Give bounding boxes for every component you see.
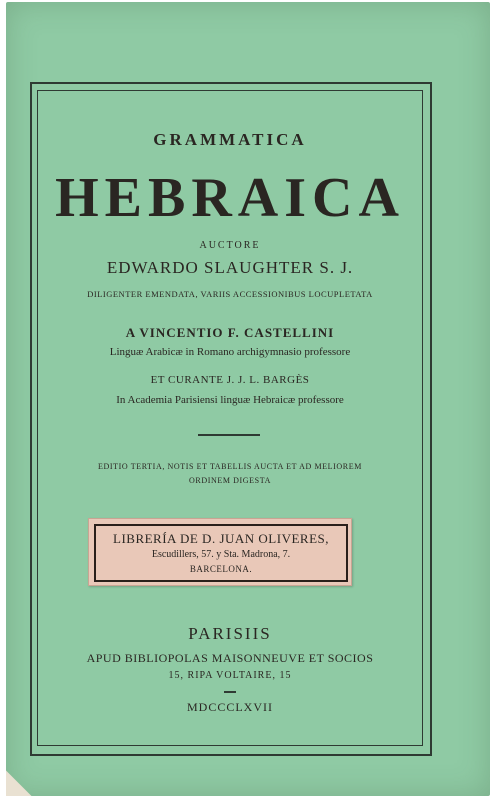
editor-castellini-role: Linguæ Arabicæ in Romano archigymnasio professore [109,346,351,358]
bookseller-name: LIBRERÍA DE D. JUAN OLIVERES, [113,531,329,546]
imprint-address: 15, RIPA VOLTAIRE, 15 [168,670,292,681]
author-name: EDWARDO SLAUGHTER S. J. [106,258,354,277]
bookseller-label-border [94,524,348,582]
imprint-city: PARISIIS [188,624,272,643]
torn-corner [6,766,32,796]
imprint-publisher: APUD BIBLIOPOLAS MAISONNEUVE ET SOCIOS [86,651,374,665]
short-dash-rule [224,691,236,693]
editor-castellini: A VINCENTIO F. CASTELLINI [125,325,335,340]
bookseller-label [88,518,352,586]
edition-line-2: ORDINEM DIGESTA [189,476,271,485]
edited-note: DILIGENTER EMENDATA, VARIIS ACCESSIONIBUS LOCUPLETATA [87,289,373,299]
imprint-year: MDCCCLXVII [186,700,273,714]
editor-barges: ET CURANTE J. J. L. BARGÈS [150,374,310,386]
auctore-label: AUCTORE [199,240,261,251]
title-kicker: GRAMMATICA [153,130,307,149]
edition-line-1: EDITIO TERTIA, NOTIS ET TABELLIS AUCTA ET AD MELIOREM [98,462,362,471]
editor-barges-role: In Academia Parisiensi linguæ Hebraicæ professore [116,394,344,406]
main-title: HEBRAICA [55,167,405,229]
divider-rule [198,434,260,436]
bookseller-city: BARCELONA. [189,564,253,574]
bookseller-address: Escudillers, 57. y Sta. Madrona, 7. [151,549,291,560]
